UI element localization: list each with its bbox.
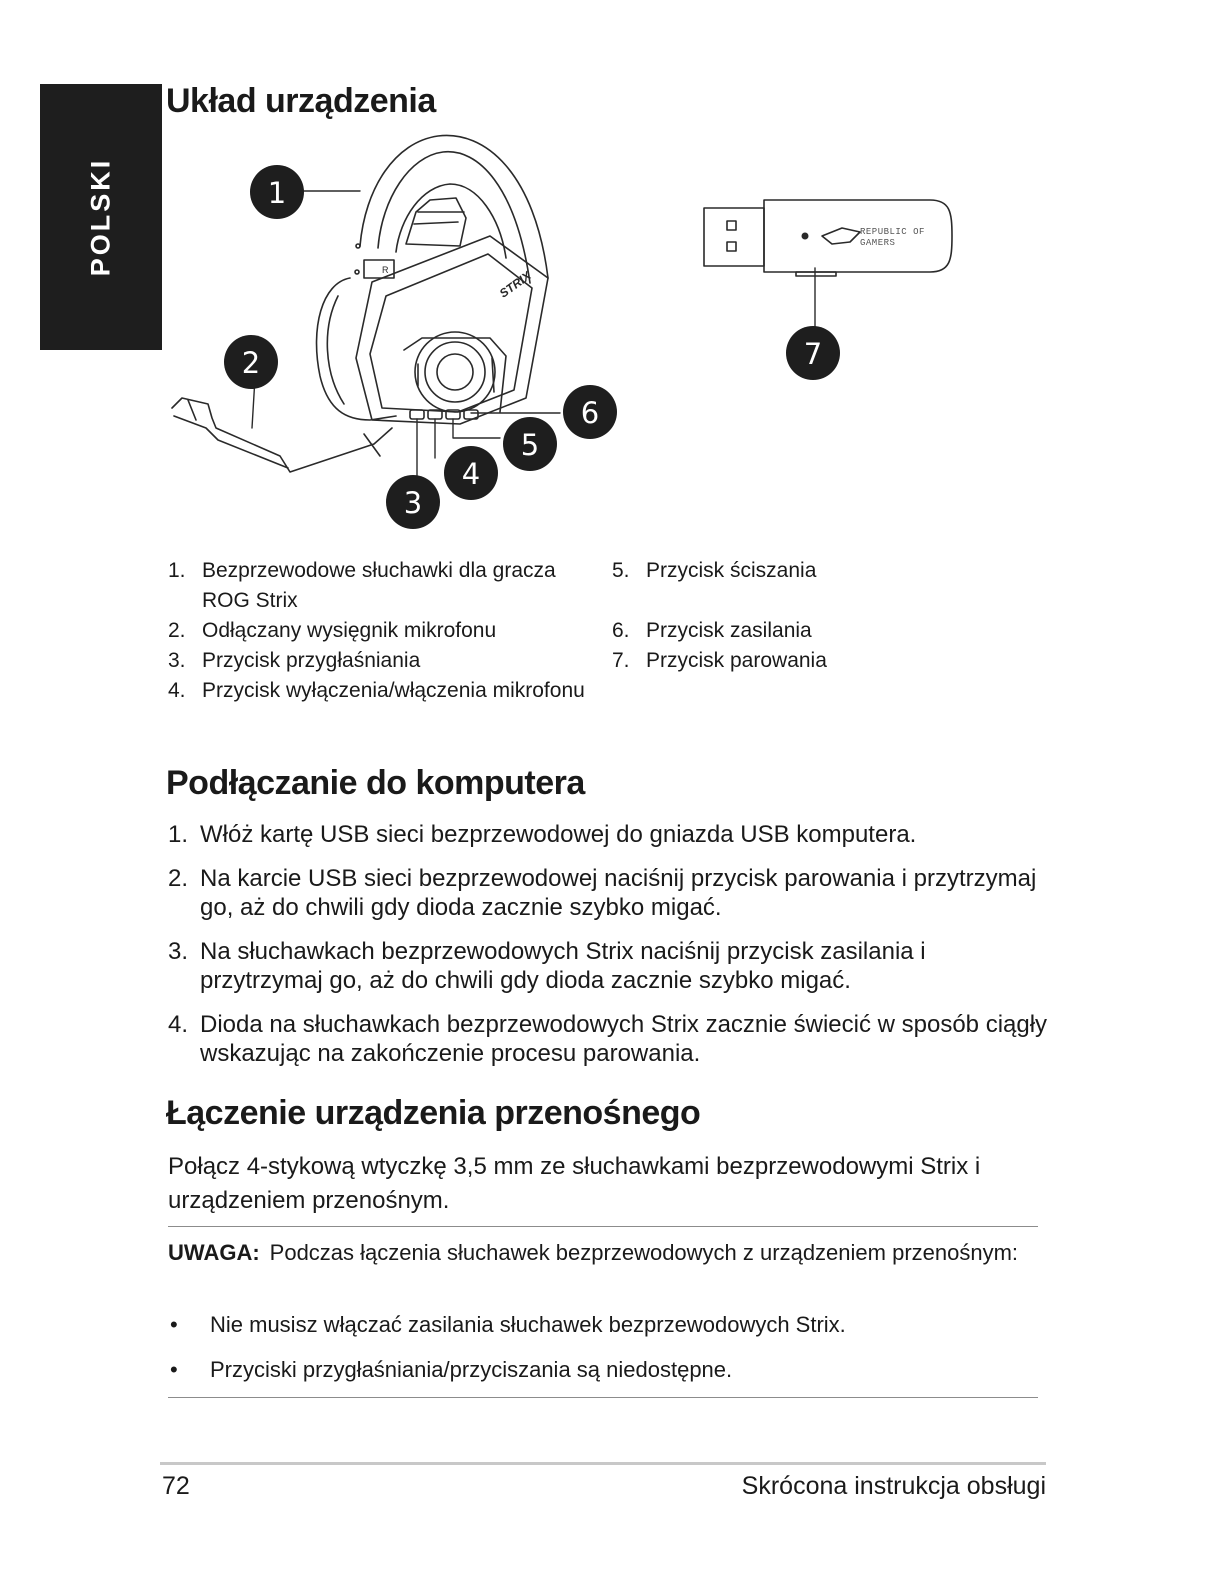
step-item: 2. Na karcie USB sieci bezprzewodowej naciśnij przycisk parowania i przytrzymaj go, aż do chwili gdy dioda zacznie szybko migać. [168, 865, 1037, 921]
svg-text:3: 3 [403, 486, 423, 520]
legend-item: 6. Przycisk zasilania [612, 619, 812, 642]
svg-text:5: 5 [520, 428, 540, 462]
callout-1 [250, 165, 304, 219]
dongle-logo-line2: GAMERS [860, 238, 896, 248]
bullet-icon: • [170, 1312, 178, 1337]
callout-3 [386, 475, 440, 529]
mobile-instruction: Połącz 4-stykową wtyczkę 3,5 mm ze słuchawkami bezprzewodowymi Strix i urządzeniem przenośnym. [168, 1153, 981, 1214]
bullet-icon: • [170, 1357, 178, 1382]
legend-item: 2. Odłączany wysięgnik mikrofonu [168, 619, 497, 642]
legend-item: 5. Przycisk ściszania [612, 559, 817, 582]
page-number: 72 [162, 1472, 190, 1500]
svg-text:1: 1 [267, 176, 287, 210]
svg-text:2: 2 [241, 346, 261, 380]
callout-6 [563, 385, 617, 439]
callout-2 [224, 335, 278, 389]
bullet-item: • Przyciski przygłaśniania/przyciszania są niedostępne. [168, 1355, 1028, 1400]
legend-item: 4. Przycisk wyłączenia/włączenia mikrofonu [168, 679, 585, 702]
note-text: Podczas łączenia słuchawek bezprzewodowych z urządzeniem przenośnym: [269, 1240, 1019, 1265]
svg-text:6: 6 [580, 396, 600, 430]
section-title-connect: Podłączanie do komputera [166, 764, 585, 802]
callout-4 [444, 446, 498, 500]
note-top-divider [168, 1226, 1038, 1227]
callout-5 [503, 417, 557, 471]
note-box [168, 1240, 1028, 1266]
device-layout-figure [160, 128, 980, 540]
legend-right [612, 556, 992, 676]
step-item: 1. Włóż kartę USB sieci bezprzewodowej do gniazda USB komputera. [168, 821, 917, 848]
headband-illustration [360, 135, 548, 283]
note-bottom-divider [168, 1397, 1038, 1398]
usb-dongle-illustration [704, 200, 952, 276]
dongle-logo-line1: REPUBLIC OF [860, 227, 925, 237]
note-bullets [168, 1310, 1028, 1400]
section-title-mobile: Łączenie urządzenia przenośnego [166, 1094, 701, 1132]
language-tab [40, 84, 162, 350]
svg-text:7: 7 [803, 337, 823, 371]
step-item: 3. Na słuchawkach bezprzewodowych Strix naciśnij przycisk zasilania i przytrzymaj go, aż do chwili gdy dioda zacznie szybko migać. [168, 938, 926, 994]
note-label: UWAGA: [168, 1240, 260, 1265]
mic-boom-illustration [172, 398, 392, 472]
svg-text:4: 4 [461, 457, 481, 491]
connect-steps [168, 820, 1048, 1083]
headset-brand-label: STRIX [496, 268, 534, 301]
step-item: 4. Dioda na słuchawkach bezprzewodowych Strix zacznie świecić w sposób ciągły wskazując na zakończenie procesu parowania. [168, 1011, 1048, 1067]
bullet-item: • Nie musisz włączać zasilania słuchawek bezprzewodowych Strix. [168, 1310, 1028, 1355]
document-title: Skrócona instrukcja obsługi [741, 1472, 1046, 1500]
legend-item: 7. Przycisk parowania [612, 649, 827, 672]
callout-7 [786, 326, 840, 380]
ear-cup-illustration [317, 236, 548, 424]
dongle-led-icon [802, 233, 809, 240]
headset-side-label: R [382, 265, 389, 275]
language-tab-label: POLSKI [85, 157, 116, 277]
legend-left [168, 556, 608, 706]
legend-item: 3. Przycisk przygłaśniania [168, 649, 421, 672]
legend-item: 1. Bezprzewodowe słuchawki dla gracza ROG Strix [168, 559, 556, 612]
section-title-layout: Układ urządzenia [166, 82, 436, 120]
footer-divider [160, 1462, 1046, 1465]
